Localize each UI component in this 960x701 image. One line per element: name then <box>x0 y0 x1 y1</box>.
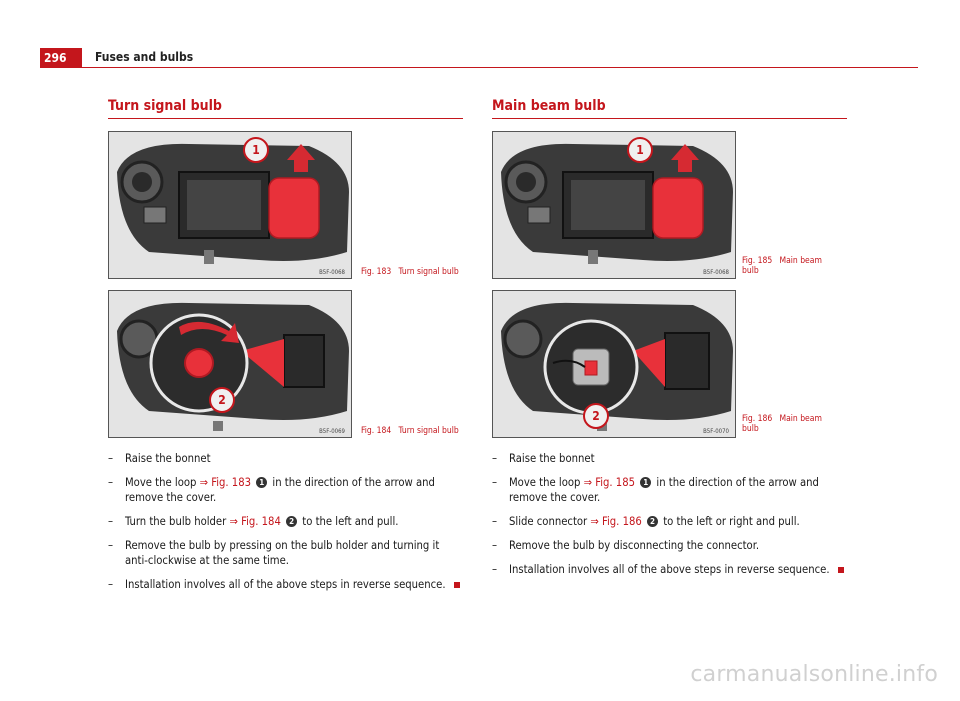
connector-illustration <box>493 291 735 437</box>
callout-badge: 1 <box>627 137 653 163</box>
callout-badge: 2 <box>286 516 297 527</box>
step-item: – Move the loop ⇒ Fig. 185 1 in the direction of the arrow and remove the cover. <box>492 476 819 504</box>
caption-186: Fig. 186 Main beam bulb <box>742 414 822 434</box>
headlight-cover-illustration <box>109 132 351 278</box>
header-rule <box>82 67 918 68</box>
step-item: – Installation involves all of the above steps in reverse sequence. <box>492 562 847 577</box>
caption-183: Fig. 183 Turn signal bulb <box>361 267 459 277</box>
callout-badge: 2 <box>583 403 609 429</box>
page-number: 296 <box>40 48 82 68</box>
headlight-cover-illustration <box>493 132 735 278</box>
callout-badge: 1 <box>243 137 269 163</box>
watermark: carmanualsonline.info <box>690 662 938 687</box>
callout-badge: 2 <box>209 387 235 413</box>
main-beam-title: Main beam bulb <box>492 98 606 114</box>
end-of-section-marker <box>838 567 844 573</box>
step-item: – Raise the bonnet <box>492 452 595 465</box>
running-title: Fuses and bulbs <box>95 50 194 64</box>
figure-code: B5F-0068 <box>319 269 345 276</box>
figure-186 <box>492 290 736 438</box>
figure-185 <box>492 131 736 279</box>
main-beam-steps <box>492 451 847 586</box>
figure-reference-link[interactable]: ⇒ Fig. 183 <box>199 476 252 489</box>
figure-183 <box>108 131 352 279</box>
step-item: – Remove the bulb by disconnecting the connector. <box>492 539 760 552</box>
callout-badge: 1 <box>640 477 651 488</box>
main-beam-rule <box>492 118 847 119</box>
turn-signal-title: Turn signal bulb <box>108 98 222 114</box>
figure-code: B5F-0069 <box>319 428 345 435</box>
figure-reference-link[interactable]: ⇒ Fig. 186 <box>590 515 642 528</box>
callout-badge: 1 <box>256 477 267 488</box>
step-item: – Move the loop ⇒ Fig. 183 1 in the direction of the arrow and remove the cover. <box>108 476 435 504</box>
caption-184: Fig. 184 Turn signal bulb <box>361 426 459 436</box>
caption-185: Fig. 185 Main beam bulb <box>742 256 822 276</box>
step-item: – Remove the bulb by pressing on the bulb holder and turning it anti-clockwise at the same time. <box>108 539 440 567</box>
turn-signal-rule <box>108 118 463 119</box>
turn-signal-steps <box>108 451 463 601</box>
figure-code: B5F-0068 <box>703 269 729 276</box>
figure-reference-link[interactable]: ⇒ Fig. 185 <box>583 476 636 489</box>
step-item: – Turn the bulb holder ⇒ Fig. 184 2 to the left and pull. <box>108 515 399 528</box>
callout-badge: 2 <box>647 516 658 527</box>
figure-reference-link[interactable]: ⇒ Fig. 184 <box>229 515 281 528</box>
step-item: – Installation involves all of the above steps in reverse sequence. <box>108 577 463 592</box>
end-of-section-marker <box>454 582 460 588</box>
figure-code: B5F-0070 <box>703 428 729 435</box>
bulb-holder-illustration <box>109 291 351 437</box>
figure-184 <box>108 290 352 438</box>
step-item: – Slide connector ⇒ Fig. 186 2 to the left or right and pull. <box>492 515 800 528</box>
step-item: – Raise the bonnet <box>108 452 211 465</box>
